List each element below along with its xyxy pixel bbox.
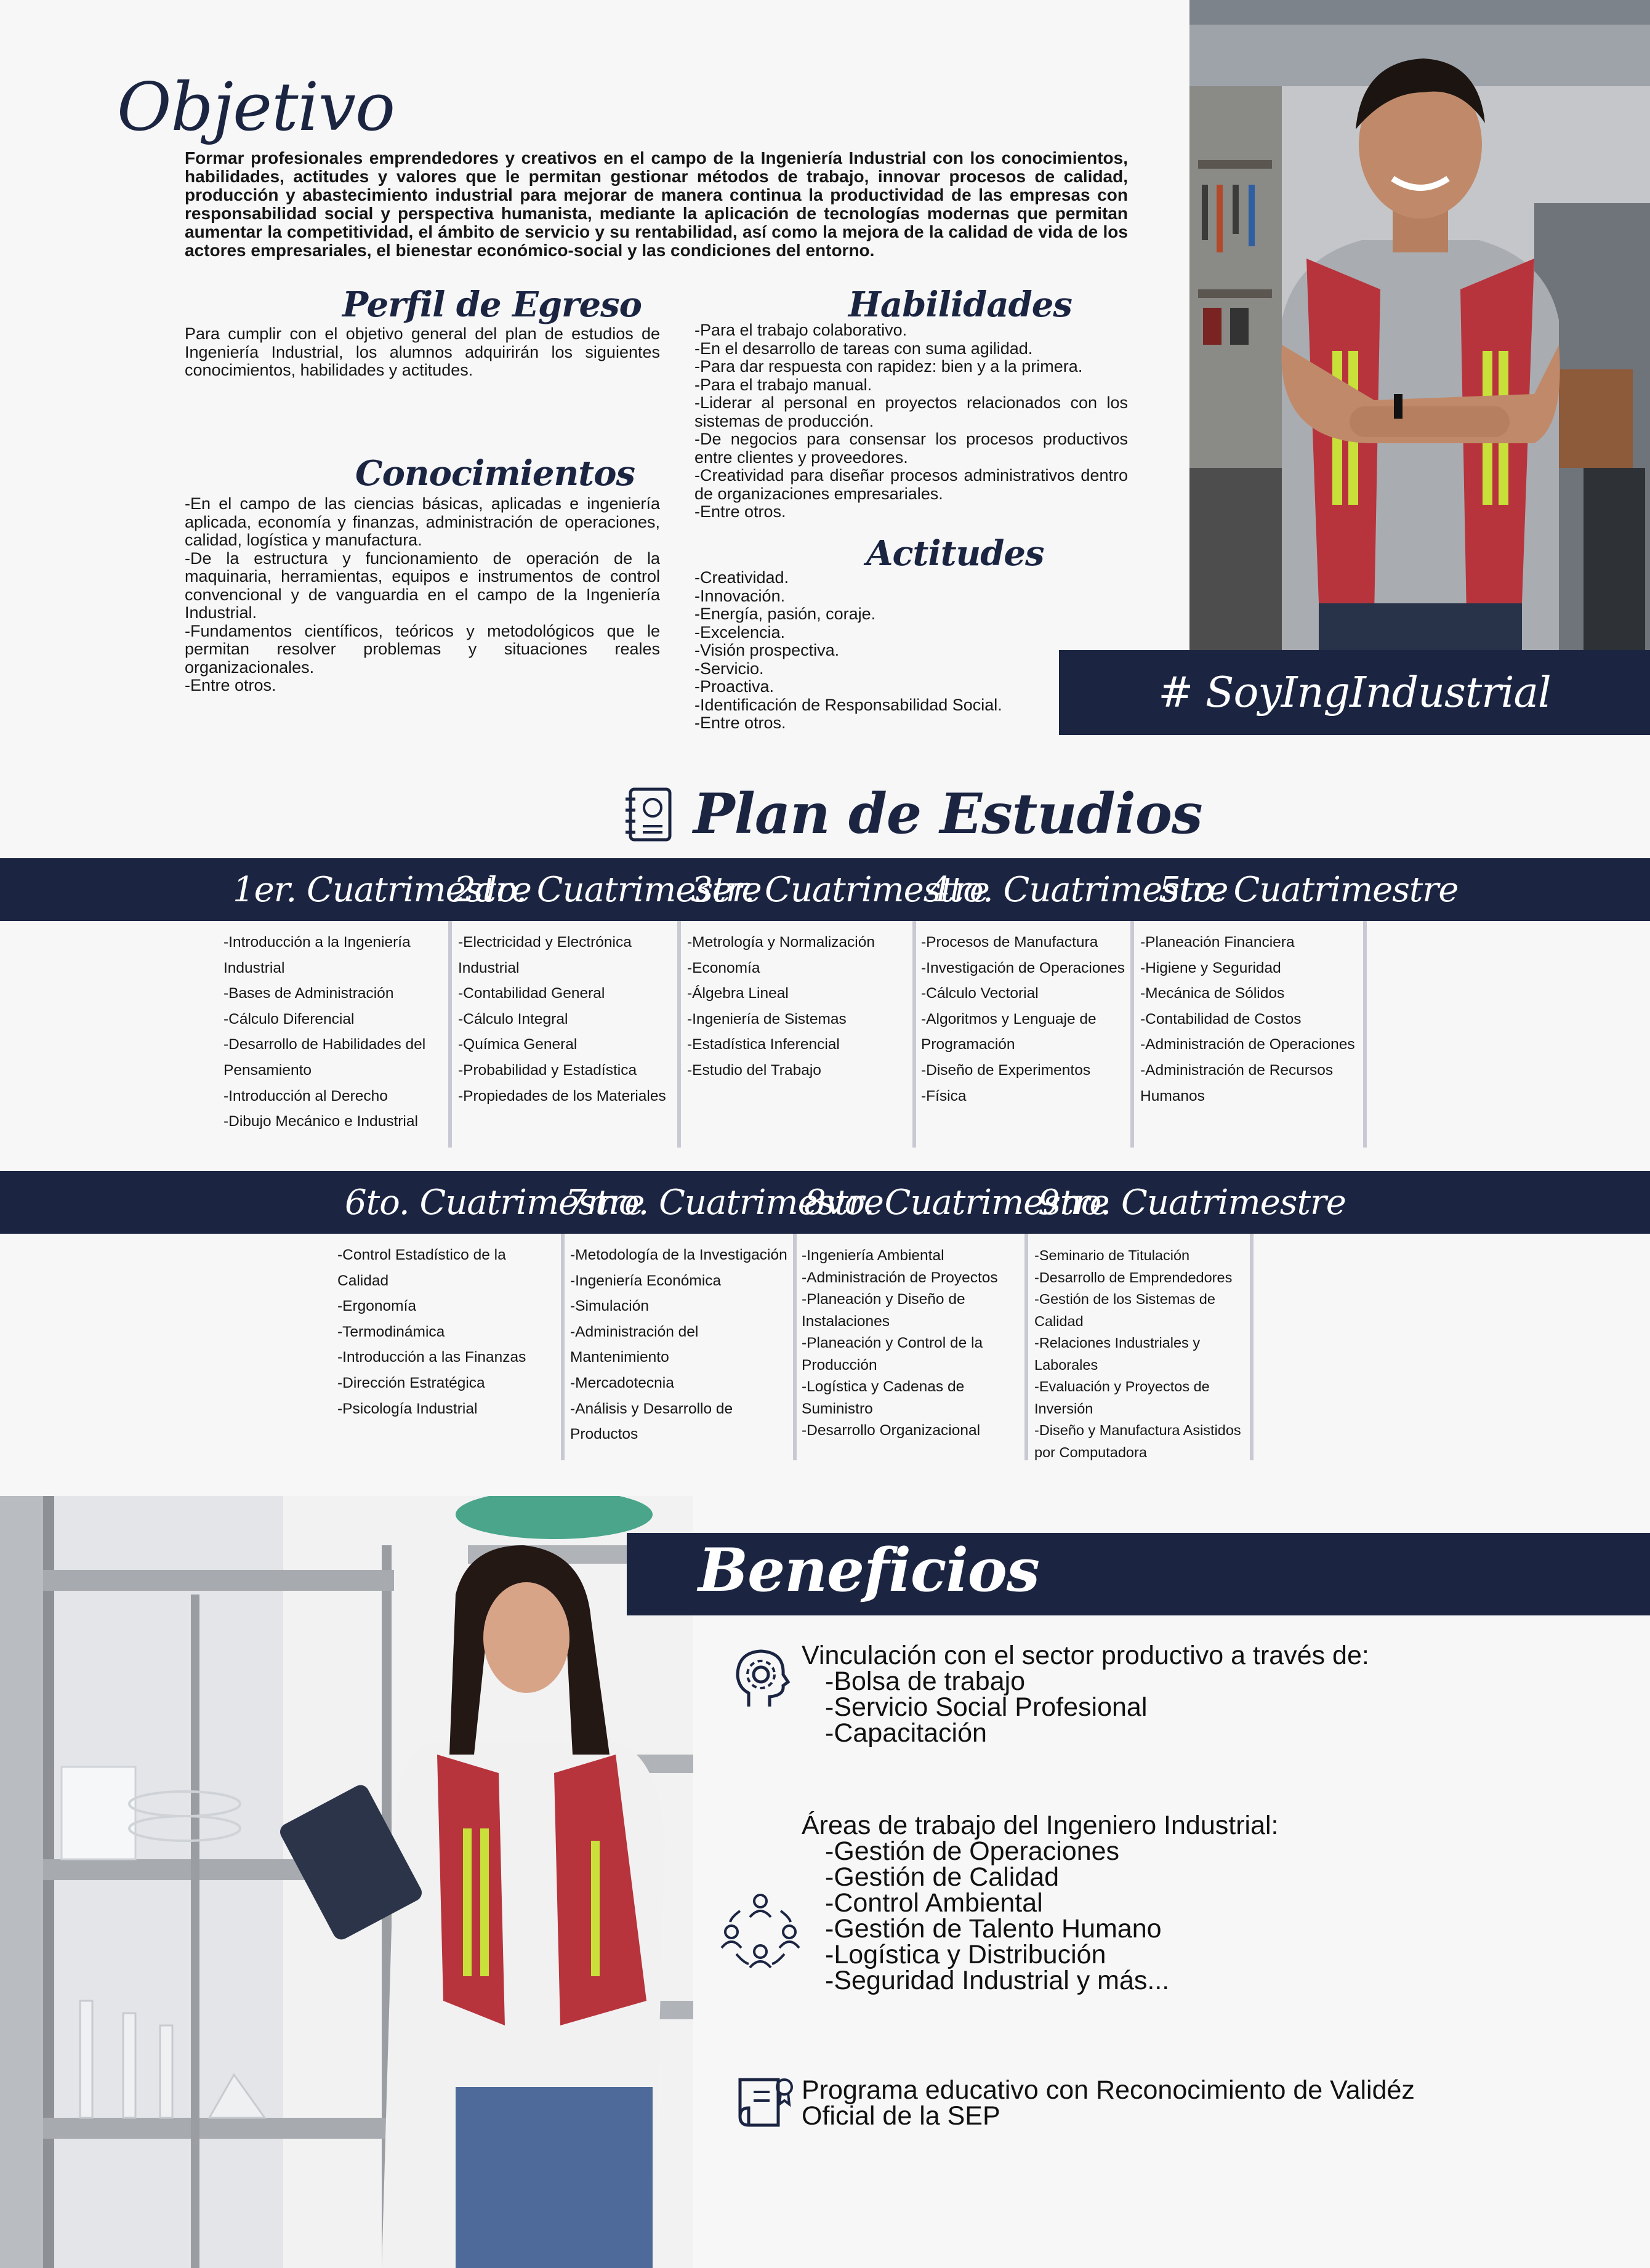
- list-item: -Innovación.: [694, 586, 786, 605]
- list-item: -De la estructura y funcionamiento de operación de la maquinaria, herramientas, equipos e instrumentos de control convencional y de vanguardia en el campo de la Ingeniería Industrial.: [185, 549, 660, 622]
- subject-line: -Administración de Proyectos: [802, 1269, 998, 1286]
- conocimientos-list: [185, 495, 660, 695]
- term-header-1: 1er. Cuatrimestre: [233, 869, 531, 910]
- column-separator: [1130, 921, 1134, 1148]
- subject-line: -Dirección Estratégica: [337, 1374, 485, 1391]
- list-item: -Para dar respuesta con rapidez: bien y a la primera.: [694, 357, 1083, 376]
- conocimientos-title: Conocimientos: [355, 453, 635, 494]
- student-photo-woman: [0, 1496, 693, 2268]
- list-item: -Visión prospectiva.: [694, 641, 840, 659]
- head-gear-icon: [731, 1647, 792, 1710]
- subject-line: -Álgebra Lineal: [687, 985, 789, 1002]
- term-7-subjects: [570, 1242, 787, 1447]
- plan-header: [622, 777, 1202, 851]
- subject-line: -Propiedades de los Materiales: [458, 1087, 666, 1104]
- student-man-illustration: [1189, 0, 1650, 650]
- subject-line: Instalaciones: [802, 1313, 890, 1330]
- term-header-8: 8vo. Cuatrimestre: [804, 1182, 1109, 1223]
- subject-line: -Administración de Recursos: [1140, 1061, 1334, 1079]
- subject-line: -Contabilidad General: [458, 985, 605, 1002]
- subject-line: -Simulación: [570, 1298, 649, 1315]
- column-separator: [561, 1234, 565, 1460]
- actitudes-title: Actitudes: [866, 533, 1044, 574]
- list-item: -Liderar al personal en proyectos relacionados con los sistemas de producción.: [694, 393, 1128, 430]
- list-item: -Creatividad.: [694, 568, 789, 587]
- objetivo-title: Objetivo: [117, 69, 395, 146]
- list-item: -Fundamentos científicos, teóricos y metodológicos que le permitan resolver problemas y situaciones reales organizacionales.: [185, 621, 660, 677]
- subject-line: -Mecánica de Sólidos: [1140, 985, 1285, 1002]
- column-separator: [793, 1234, 797, 1460]
- list-item: -Bolsa de trabajo: [825, 1667, 1026, 1696]
- subject-line: Laborales: [1034, 1356, 1098, 1373]
- subject-line: -Física: [921, 1087, 967, 1104]
- subject-line: -Administración de Operaciones: [1140, 1036, 1355, 1053]
- subject-line: Mantenimiento: [570, 1349, 669, 1366]
- subject-line: -Ingeniería Económica: [570, 1272, 722, 1289]
- column-separator: [1363, 921, 1367, 1148]
- subject-line: -Economía: [687, 959, 760, 976]
- subject-line: -Gestión de los Sistemas de: [1034, 1291, 1215, 1307]
- subject-line: -Introducción a las Finanzas: [337, 1349, 526, 1366]
- habilidades-list: [694, 321, 1128, 521]
- term-4-subjects: [921, 930, 1125, 1109]
- subject-line: -Logística y Cadenas de: [802, 1378, 965, 1395]
- subject-line: Pensamiento: [223, 1061, 312, 1079]
- list-item: -Gestión de Talento Humano: [825, 1914, 1162, 1944]
- subject-line: -Metodología de la Investigación: [570, 1247, 787, 1263]
- term-header-7: 7mo. Cuatrimestre: [565, 1182, 883, 1223]
- list-item: -De negocios para consensar los procesos productivos entre clientes y proveedores.: [694, 430, 1128, 467]
- plan-title: Plan de Estudios: [693, 781, 1202, 846]
- subject-line: -Ingeniería Ambiental: [802, 1247, 944, 1264]
- subject-line: -Desarrollo de Habilidades del: [223, 1036, 426, 1053]
- term-header-9: 9no. Cuatrimestre: [1038, 1182, 1346, 1223]
- objetivo-text: Formar profesionales emprendedores y creativos en el campo de la Ingeniería Industrial con los conocimientos, habilidades, actitudes y valores que le permitan gestionar métodos de trabajo, innovar procesos de calidad, producción y abastecimiento industrial para mejorar de manera continua la productividad de las empresas con responsabilidad social y perspectiva humanista, mediante la aplicación de tecnologías modernas que permitan aumentar la competitividad, el ámbito de servicio y su rentabilidad, así como la mejora de la calidad de vida de los actores empresariales, el bienestar económico-social y las condiciones del entorno.: [185, 148, 1128, 260]
- term-3-subjects: [687, 930, 875, 1084]
- term-2-subjects: [458, 930, 666, 1109]
- list-item: -Gestión de Operaciones: [825, 1836, 1120, 1866]
- subject-line: Industrial: [223, 959, 285, 976]
- subject-line: -Química General: [458, 1036, 578, 1053]
- list-item: -En el campo de las ciencias básicas, aplicadas e ingeniería aplicada, economía y finanzas, administración de operaciones, calidad, logística y manufactura.: [185, 494, 660, 549]
- beneficios-title: Beneficios: [698, 1535, 1039, 1605]
- list-item: -En el desarrollo de tareas con suma agilidad.: [694, 339, 1033, 358]
- term-6-subjects: [337, 1242, 526, 1422]
- subject-line: -Diseño y Manufactura Asistidos: [1034, 1422, 1241, 1438]
- subject-line: -Probabilidad y Estadística: [458, 1061, 637, 1079]
- subject-line: -Análisis y Desarrollo de: [570, 1400, 733, 1417]
- column-separator: [448, 921, 452, 1148]
- subject-line: -Bases de Administración: [223, 985, 394, 1002]
- list-item: -Capacitación: [825, 1718, 987, 1748]
- term-header-2: 2do. Cuatrimestre: [454, 869, 762, 910]
- student-photo-man: [1189, 0, 1650, 650]
- subject-line: -Desarrollo de Emprendedores: [1034, 1269, 1233, 1285]
- list-item: -Energía, pasión, coraje.: [694, 605, 876, 623]
- vinculacion-heading: Vinculación con el sector productivo a través de:: [802, 1641, 1369, 1670]
- subject-line: -Planeación y Diseño de: [802, 1291, 965, 1308]
- subject-line: -Dibujo Mecánico e Industrial: [223, 1113, 418, 1130]
- list-item: -Logística y Distribución: [825, 1940, 1106, 1969]
- study-plan-notebook-icon: [622, 783, 678, 845]
- term-8-subjects: [802, 1245, 998, 1442]
- subject-line: -Investigación de Operaciones: [921, 959, 1125, 976]
- team-network-icon: [719, 1890, 802, 1970]
- areas-heading: Áreas de trabajo del Ingeniero Industrial:: [802, 1811, 1279, 1840]
- subject-line: Calidad: [337, 1272, 389, 1289]
- subject-line: -Contabilidad de Costos: [1140, 1010, 1302, 1027]
- term-header-3: 3er. Cuatrimestre: [691, 869, 989, 910]
- list-item: -Gestión de Calidad: [825, 1862, 1060, 1892]
- habilidades-title: Habilidades: [848, 284, 1072, 325]
- term-header-5: 5to. Cuatrimestre: [1159, 869, 1459, 910]
- list-item: -Servicio Social Profesional: [825, 1692, 1148, 1722]
- column-separator: [912, 921, 916, 1148]
- term-header-4: 4to. Cuatrimestre: [928, 869, 1228, 910]
- subject-line: Industrial: [458, 959, 520, 976]
- subject-line: -Seminario de Titulación: [1034, 1247, 1190, 1263]
- subject-line: por Computadora: [1034, 1444, 1147, 1460]
- list-item: -Para el trabajo manual.: [694, 375, 872, 394]
- list-item: -Entre otros.: [694, 502, 786, 521]
- subject-line: Calidad: [1034, 1313, 1084, 1329]
- terms-header-band-2: [0, 1171, 1650, 1234]
- terms-header-band-1: [0, 858, 1650, 921]
- subject-line: -Evaluación y Proyectos de: [1034, 1378, 1210, 1394]
- subject-line: -Diseño de Experimentos: [921, 1061, 1091, 1079]
- subject-line: -Estadística Inferencial: [687, 1036, 840, 1053]
- subject-line: -Cálculo Vectorial: [921, 985, 1039, 1002]
- subject-line: -Estudio del Trabajo: [687, 1061, 821, 1079]
- column-separator: [677, 921, 681, 1148]
- subject-line: -Termodinámica: [337, 1323, 445, 1340]
- areas-block: [802, 1812, 1278, 1993]
- list-item: -Entre otros.: [694, 714, 786, 732]
- term-1-subjects: [223, 930, 425, 1135]
- list-item: -Seguridad Industrial y más...: [825, 1966, 1170, 1995]
- list-item: -Para el trabajo colaborativo.: [694, 321, 907, 339]
- programa-line: Programa educativo con Reconocimiento de Validéz: [802, 2075, 1415, 2105]
- term-5-subjects: [1140, 930, 1355, 1109]
- column-separator: [1250, 1234, 1254, 1460]
- subject-line: Producción: [802, 1356, 877, 1373]
- subject-line: -Algoritmos y Lenguaje de: [921, 1010, 1097, 1027]
- perfil-text: Para cumplir con el objetivo general del plan de estudios de Ingeniería Industrial, los alumnos adquirirán los siguientes conocimientos, habilidades y actitudes.: [185, 324, 660, 379]
- list-item: -Identificación de Responsabilidad Social.: [694, 695, 1002, 714]
- list-item: -Servicio.: [694, 659, 764, 678]
- list-item: -Entre otros.: [185, 676, 276, 694]
- list-item: -Creatividad para diseñar procesos administrativos dentro de organizaciones empresariales.: [694, 466, 1128, 503]
- programa-line: Oficial de la SEP: [802, 2101, 1000, 2131]
- subject-line: -Introducción a la Ingeniería: [223, 934, 411, 951]
- perfil-title: Perfil de Egreso: [342, 284, 642, 325]
- term-header-6: 6to. Cuatrimestre: [345, 1182, 645, 1223]
- list-item: -Proactiva.: [694, 677, 775, 696]
- list-item: -Excelencia.: [694, 622, 786, 641]
- programa-block: [802, 2077, 1415, 2129]
- subject-line: -Introducción al Derecho: [223, 1087, 388, 1104]
- subject-line: -Mercadotecnia: [570, 1374, 674, 1391]
- student-woman-illustration: [0, 1496, 693, 2268]
- subject-line: -Cálculo Diferencial: [223, 1010, 355, 1027]
- subject-line: Programación: [921, 1036, 1015, 1053]
- subject-line: -Electricidad y Electrónica: [458, 934, 632, 951]
- hashtag-text: # SoyIngIndustrial: [1158, 668, 1551, 717]
- subject-line: -Metrología y Normalización: [687, 934, 875, 951]
- subject-line: -Psicología Industrial: [337, 1400, 478, 1417]
- list-item: -Control Ambiental: [825, 1888, 1043, 1918]
- subject-line: -Higiene y Seguridad: [1140, 959, 1281, 976]
- subject-line: Suministro: [802, 1400, 873, 1417]
- subject-line: -Ingeniería de Sistemas: [687, 1010, 847, 1027]
- subject-line: Productos: [570, 1426, 638, 1443]
- subject-line: -Administración del: [570, 1323, 699, 1340]
- column-separator: [1024, 1234, 1028, 1460]
- subject-line: Inversión: [1034, 1400, 1093, 1417]
- subject-line: Humanos: [1140, 1087, 1205, 1104]
- subject-line: -Cálculo Integral: [458, 1010, 568, 1027]
- subject-line: -Ergonomía: [337, 1298, 417, 1315]
- subject-line: -Relaciones Industriales y: [1034, 1335, 1201, 1351]
- vinculacion-block: [802, 1643, 1369, 1746]
- subject-line: -Planeación Financiera: [1140, 934, 1295, 951]
- subject-line: -Desarrollo Organizacional: [802, 1422, 981, 1439]
- subject-line: -Procesos de Manufactura: [921, 934, 1098, 951]
- certificate-icon: [735, 2073, 794, 2131]
- subject-line: -Planeación y Control de la: [802, 1335, 983, 1351]
- subject-line: -Control Estadístico de la: [337, 1247, 506, 1263]
- hashtag-banner: [1059, 650, 1650, 735]
- term-9-subjects: [1034, 1245, 1241, 1463]
